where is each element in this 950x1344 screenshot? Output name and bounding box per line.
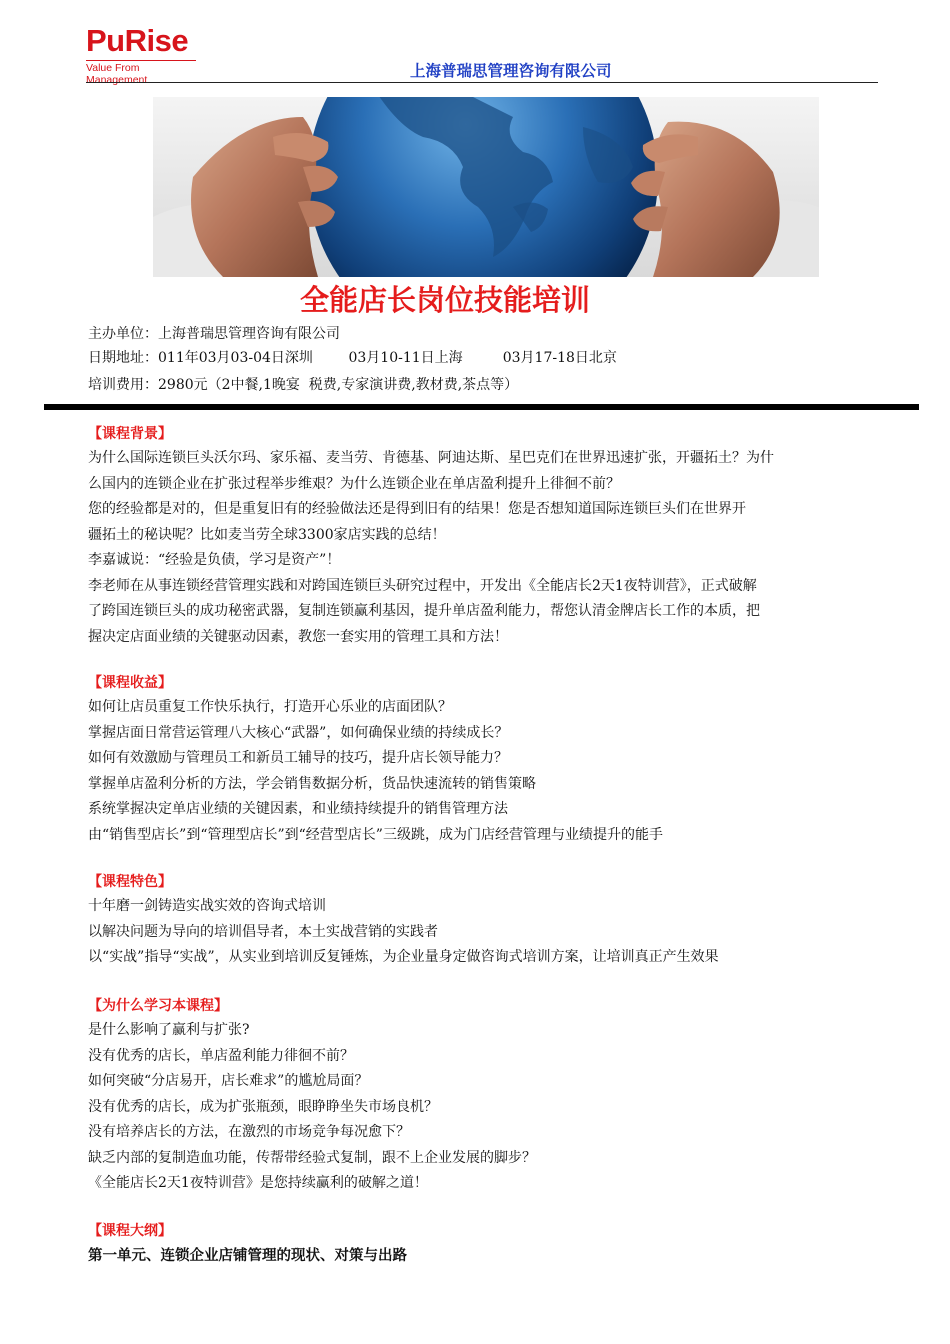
text-line: 十年磨一剑铸造实战实效的咨询式培训 <box>88 898 326 914</box>
text-line: 如何让店员重复工作快乐执行，打造开心乐业的店面团队？ <box>88 699 452 715</box>
text-line: 没有优秀的店长，单店盈利能力徘徊不前？ <box>88 1047 354 1064</box>
text-line: 缺乏内部的复制造血功能，传帮带经验式复制，跟不上企业发展的脚步？ <box>88 1149 536 1166</box>
background-heading: 【课程背景】 <box>88 426 172 442</box>
outline-unit-1: 第一单元、连锁企业店铺管理的现状、对策与出路 <box>88 1248 407 1264</box>
why-heading: 【为什么学习本课程】 <box>88 998 228 1014</box>
text-line: 了跨国连锁巨头的成功秘密武器，复制连锁赢利基因，提升单店盈利能力，帮您认清金牌店长工作的本质，把 <box>88 603 760 619</box>
text-line: 没有优秀的店长，成为扩张瓶颈，眼睁睁坐失市场良机？ <box>88 1098 438 1115</box>
organizer-line: 主办单位：上海普瑞思管理咨询有限公司 <box>88 326 340 342</box>
text-line: 以解决问题为导向的培训倡导者，本土实战营销的实践者 <box>88 923 438 940</box>
logo-tagline: Value From Management <box>86 60 196 86</box>
text-line: 没有培养店长的方法，在激烈的市场竞争每况愈下？ <box>88 1124 410 1140</box>
features-heading: 【课程特色】 <box>88 874 172 890</box>
text-line: 李嘉诚说：“经验是负债，学习是资产”！ <box>88 552 341 568</box>
schedule-line: 日期地址：011年03月03-04日深圳 03月10-11日上海 03月17-18日北京 <box>88 350 617 366</box>
outline-heading: 【课程大纲】 <box>88 1223 172 1239</box>
background-text <box>88 446 880 650</box>
text-line: 以“实战”指导“实战”，从实业到培训反复锤炼，为企业量身定做咨询式培训方案，让培训真正产生效果 <box>88 949 719 965</box>
text-line: 您的经验都是对的，但是重复旧有的经验做法还是得到旧有的结果！您是否想知道国际连锁巨头们在世界开 <box>88 501 746 517</box>
hero-image-globe-hands <box>153 97 819 277</box>
fee-line: 培训费用：2980元（2中餐,1晚宴 税费,专家演讲费,教材费,茶点等） <box>88 377 519 393</box>
logo-brand: PuRise <box>86 23 189 58</box>
text-line: 是什么影响了赢利与扩张? <box>88 1022 250 1038</box>
text-line: 为什么国际连锁巨头沃尔玛、家乐福、麦当劳、肯德基、阿迪达斯、星巴克们在世界迅速扩张，开疆拓土？为什 <box>88 450 774 466</box>
benefits-heading: 【课程收益】 <box>88 675 172 691</box>
benefits-text <box>88 695 880 848</box>
text-line: 疆拓土的秘诀呢？比如麦当劳全球3300家店实践的总结！ <box>88 526 446 543</box>
company-name-header: 上海普瑞思管理咨询有限公司 <box>410 62 612 80</box>
why-text <box>88 1018 880 1197</box>
text-line: 李老师在从事连锁经营管理实践和对跨国连锁巨头研究过程中，开发出《全能店长2天1夜特训营》，正式破解 <box>88 577 757 594</box>
text-line: 《全能店长2天1夜特训营》是您持续赢利的破解之道！ <box>88 1175 428 1191</box>
text-line: 掌握单店盈利分析的方法，学会销售数据分析，货品快速流转的销售策略 <box>88 775 536 792</box>
text-line: 么国内的连锁企业在扩张过程举步维艰？为什么连锁企业在单店盈利提升上徘徊不前？ <box>88 475 620 492</box>
header-divider <box>86 82 878 83</box>
course-title: 全能店长岗位技能培训 <box>299 283 590 317</box>
text-line: 握决定店面业绩的关键驱动因素，教您一套实用的管理工具和方法！ <box>88 628 508 645</box>
text-line: 掌握店面日常营运管理八大核心“武器”，如何确保业绩的持续成长？ <box>88 724 509 741</box>
purise-logo <box>86 22 196 86</box>
text-line: 如何突破“分店易开，店长难求”的尴尬局面？ <box>88 1073 369 1089</box>
features-text <box>88 894 880 971</box>
text-line: 如何有效激励与管理员工和新员工辅导的技巧，提升店长领导能力？ <box>88 750 508 766</box>
text-line: 由“销售型店长”到“管理型店长”到“经营型店长”三级跳，成为门店经营管理与业绩提升的能手 <box>88 826 663 843</box>
section-divider <box>44 404 919 410</box>
text-line: 系统掌握决定单店业绩的关键因素，和业绩持续提升的销售管理方法 <box>88 801 508 817</box>
